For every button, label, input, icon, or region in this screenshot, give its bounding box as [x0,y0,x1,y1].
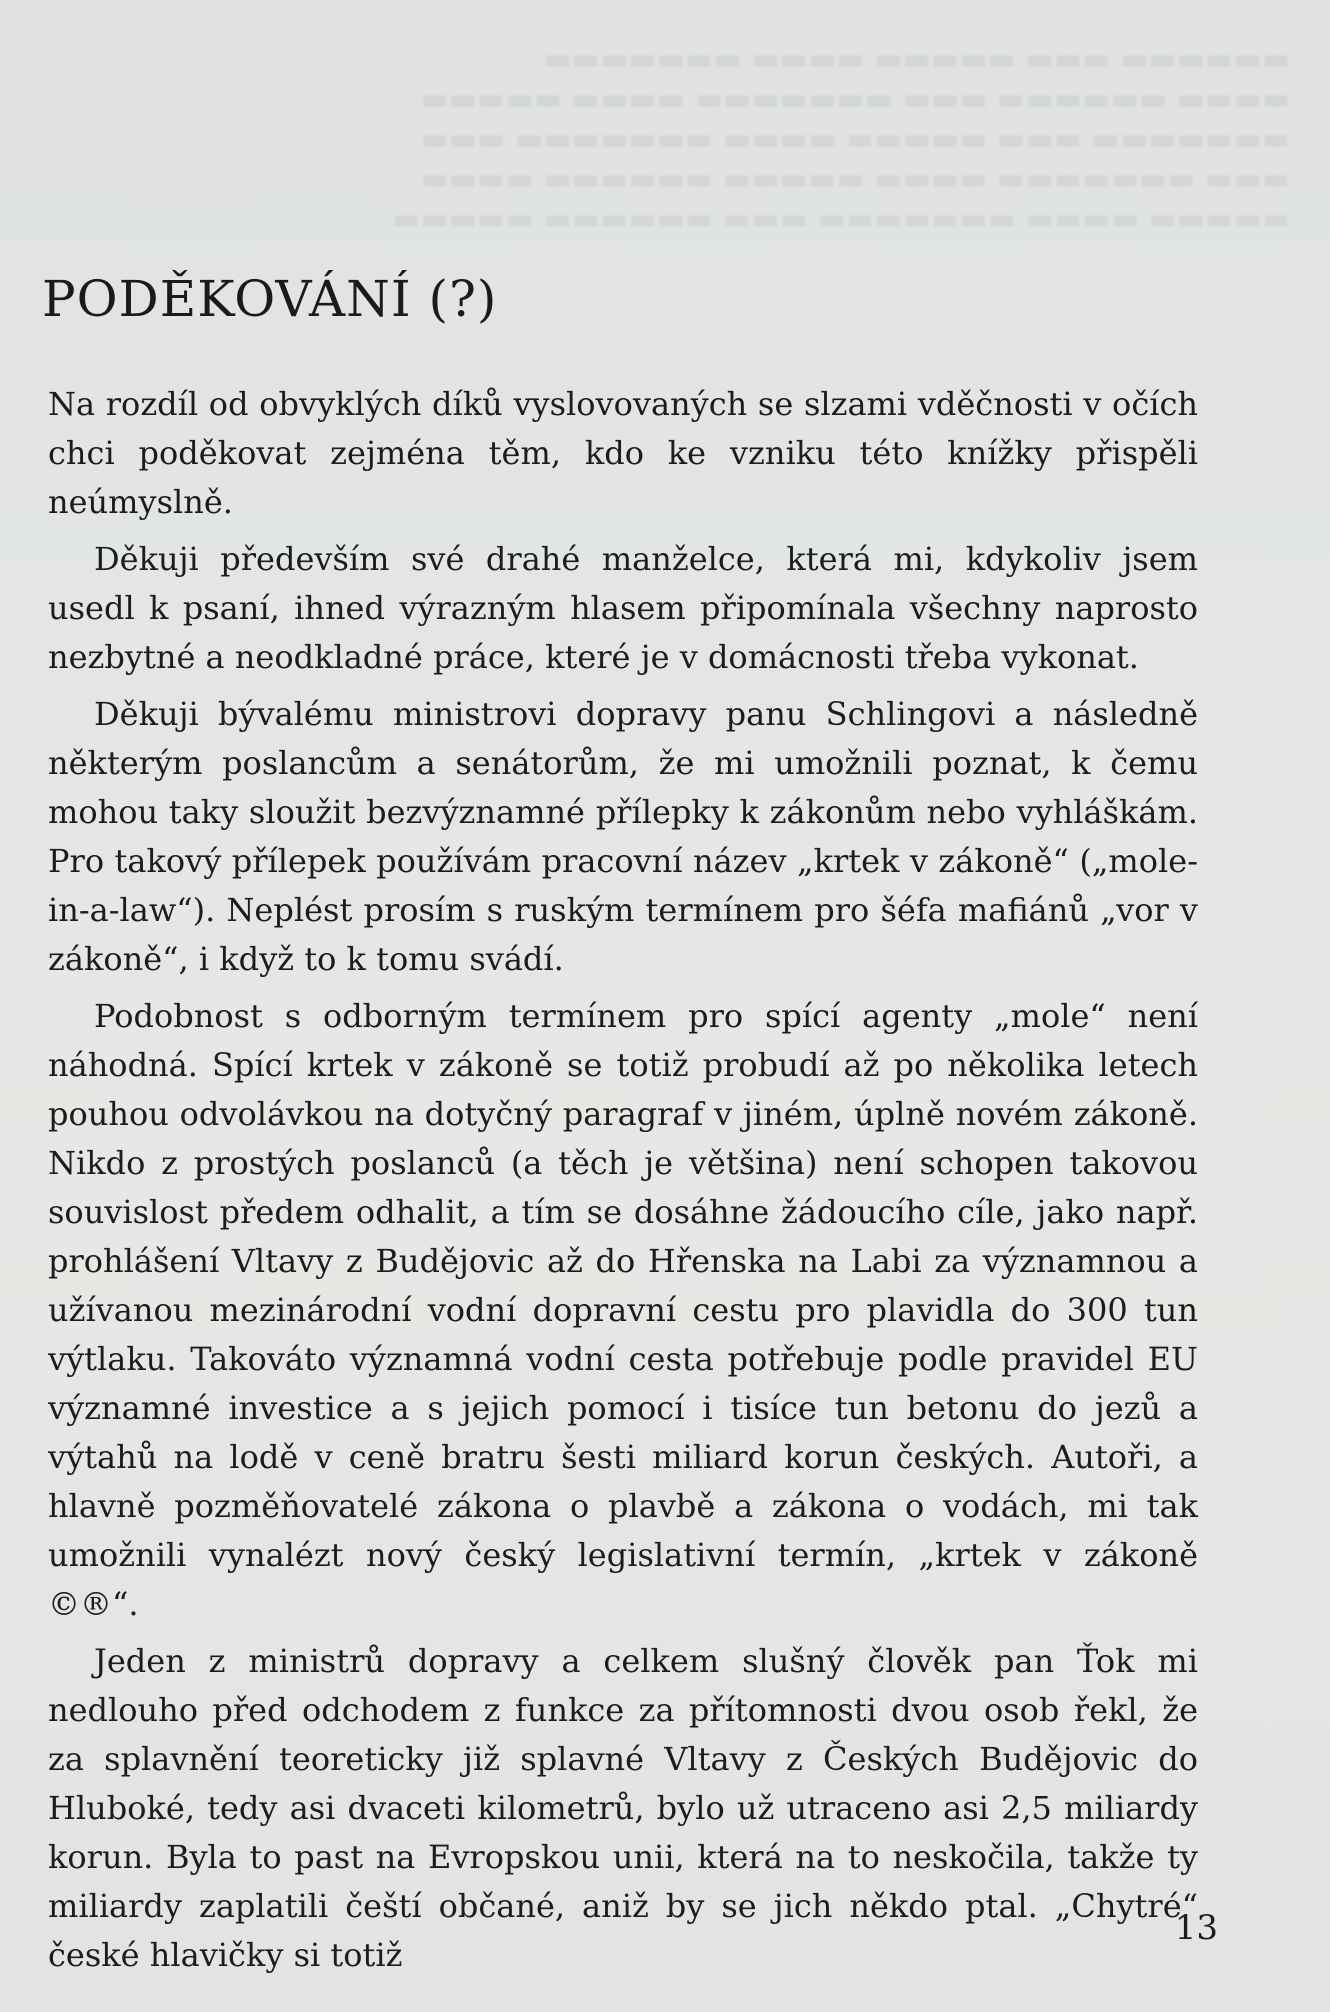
paragraph: Děkuji bývalému ministrovi dopravy panu Schlingovi a následně některým poslancům a senátorům, že mi umožnili poznat, k čemu mohou taky sloužit bezvýznamné přílepky k zákonům nebo vyhláškám. Pro takový přílepek používám pracovní název „krtek v zákoně“ („mole-in-a-law“). Neplést prosím s ruským termínem pro šéfa mafiánů „vor v zákoně“, i když to k tomu svádí. [48,695,1198,978]
paragraph: Podobnost s odborným termínem pro spící agenty „mole“ není náhodná. Spící krtek v zákoně se totiž probudí až po několika letech pouhou odvolávkou na dotyčný paragraf v jiném, úplně novém zákoně. Nikdo z prostých poslanců (a těch je většina) není schopen takovou souvislost předem odhalit, a tím se dosáhne žádoucího cíle, jako např. prohlášení Vltavy z Budějovic až do Hřenska na Labi za významnou a užívanou mezinárodní vodní dopravní cestu pro plavidla do 300 tun výtlaku. Takováto významná vodní cesta potřebuje podle pravidel EU významné investice a s jejich pomocí i tisíce tun betonu do jezů a výtahů na lodě v ceně bratru šesti miliard korun českých. Autoři, a hlavně pozměňovatelé zákona o plavbě a zákona o vodách, mi tak umožnili vynalézt nový český legislativní termín, „krtek v zákoně ©®“. [48,997,1198,1623]
chapter-title: PODĚKOVÁNÍ (?) [42,270,498,328]
show-through-texture: ▬▬▬▬▬▬ ▬▬▬ ▬▬▬▬▬ ▬▬▬▬ ▬▬▬▬▬▬▬ ▬▬▬▬ ▬▬▬▬▬▬ ▬▬▬ ▬▬▬▬▬▬▬ ▬▬▬▬ ▬▬▬▬▬ ▬▬▬▬▬▬▬ ▬▬▬ ▬▬▬▬▬ ▬▬▬▬ ▬▬▬▬▬▬▬ ▬▬▬ ▬▬▬ ▬▬▬▬▬▬▬ ▬▬▬▬ ▬▬▬▬▬ ▬▬▬▬▬▬ ▬▬▬▬ ▬▬▬▬▬ ▬▬▬▬ ▬▬▬▬▬▬▬ ▬▬▬ ▬▬▬▬▬▬ ▬▬▬▬▬ [391,42,1290,237]
body-text [48,380,1198,1988]
paragraph: Na rozdíl od obvyklých díků vyslovovaných se slzami vděčnosti v očích chci poděkovat zejména těm, kdo ke vzniku této knížky přispěli neúmyslně. [48,385,1198,521]
page-number: 13 [1174,1908,1218,1948]
paragraph: Jeden z ministrů dopravy a celkem slušný člověk pan Ťok mi nedlouho před odchodem z funkce za přítomnosti dvou osob řekl, že za splavnění teoreticky již splavné Vltavy z Českých Budějovic do Hluboké, tedy asi dvaceti kilometrů, bylo už utraceno asi 2,5 miliardy korun. Byla to past na Evropskou unii, která na to neskočila, takže ty miliardy zaplatili čeští občané, aniž by se jich někdo ptal. „Chytré“ české hlavičky si totiž [48,1642,1198,1974]
paragraph: Děkuji především své drahé manželce, která mi, kdykoliv jsem usedl k psaní, ihned výrazným hlasem připomínala všechny naprosto nezbytné a neodkladné práce, které je v domácnosti třeba vykonat. [48,540,1198,676]
